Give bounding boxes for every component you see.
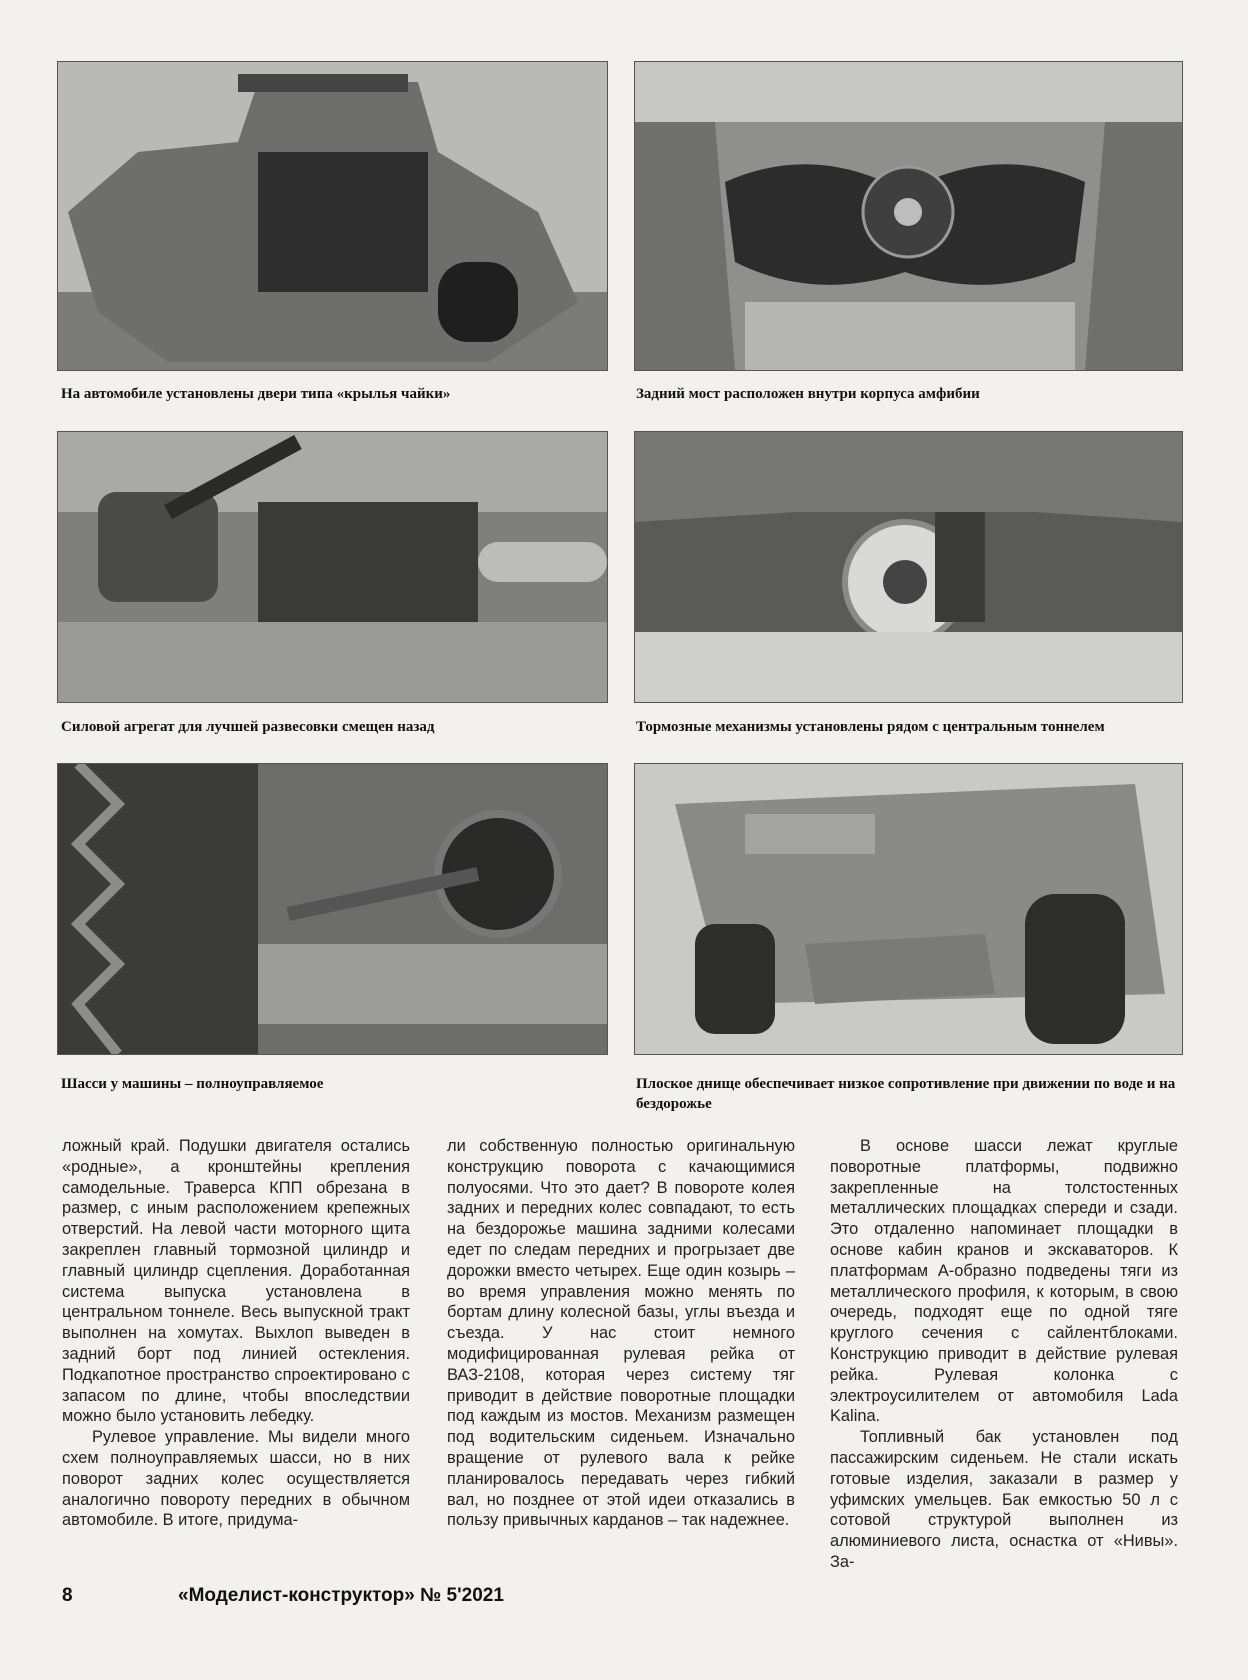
caption-brakes: Тормозные механизмы установлены рядом с центральным тоннелем <box>636 719 1105 735</box>
paragraph: ли собственную полностью оригинальную конструкцию поворота с качающимися полуосями. Что это дает? В повороте колея задних и передних колес совпадают, то есть на бездорожье машина задними колесами едет по следам передних и прогрызает две дорожки вместо четырех. Еще один козырь – во время управления можно менять по бортам длину колесной базы, углы въезда и съезда. У нас стоит немного модифицированная рулевая рейка от ВАЗ-2108, которая через систему тяг приводит в действие поворотные площадки под каждым из мостов. Механизм размещен под водительским сиденьем. Изначально вращение от рулевого вала к рейке планировалось передавать через гибкий вал, но позднее от этой идеи отказались в пользу привычных карданов – так надежнее. <box>447 1137 795 1530</box>
paragraph: В основе шасси лежат круглые поворотные платформы, подвижно закрепленные на толстостенных металлических площадках спереди и сзади. Это отдаленно напоминает площадки в основе кабин кранов и экскаваторов. К платформам А-образно подведены тяги из металлического профиля, к которым, в свою очередь, подходят еще по одной тяге круглого сечения с сайлентблоками. Конструкцию приводит в действие рулевая рейка. Рулевая колонка с электроусилителем от автомобиля Lada Kalina. <box>830 1137 1178 1426</box>
magazine-title: «Моделист-конструктор» № 5'2021 <box>178 1585 504 1606</box>
caption-chassis: Шасси у машины – полноуправляемое <box>61 1076 324 1092</box>
photo-chassis <box>57 763 608 1055</box>
caption-gullwing-doors: На автомобиле установлены двери типа «крылья чайки» <box>61 386 451 402</box>
page-number: 8 <box>62 1585 73 1606</box>
caption-flat-bottom: Плоское днище обеспечивает низкое сопротивление при движении по воде и на бездорожье <box>636 1076 1176 1112</box>
paragraph: ложный край. Подушки двигателя остались «родные», а кронштейны крепления самодельные. Траверса КПП обрезана в размер, с иным расположением крепежных отверстий. На левой части моторного щита закреплен главный тормозной цилиндр и главный цилиндр сцепления. Доработанная система выпуска установлена в центральном тоннеле. Весь выпускной тракт выполнен на хомутах. Выхлоп выведен в задний борт под линией остекления. Подкапотное пространство спроектировано с запасом по длине, чтобы впоследствии можно было установить лебедку. <box>62 1137 410 1426</box>
photo-rear-axle <box>634 61 1183 371</box>
caption-power-unit: Силовой агрегат для лучшей развесовки смещен назад <box>61 719 435 735</box>
caption-rear-axle: Задний мост расположен внутри корпуса амфибии <box>636 386 980 402</box>
text-column-3 <box>830 1136 1178 1573</box>
paragraph: Рулевое управление. Мы видели много схем полноуправляемых шасси, но в них поворот задних колес осуществляется аналогично повороту передних в обычном автомобиле. В итоге, придума- <box>62 1428 410 1530</box>
text-column-1 <box>62 1136 410 1531</box>
photo-gullwing-doors <box>57 61 608 371</box>
photo-power-unit <box>57 431 608 703</box>
photo-flat-bottom <box>634 763 1183 1055</box>
photo-brakes <box>634 431 1183 703</box>
paragraph: Топливный бак установлен под пассажирским сиденьем. Не стали искать готовые изделия, заказали в размер у уфимских умельцев. Бак емкостью 50 л с сотовой структурой выполнен из алюминиевого листа, оснастка от «Нивы». За- <box>830 1428 1178 1571</box>
text-column-2 <box>447 1136 795 1531</box>
